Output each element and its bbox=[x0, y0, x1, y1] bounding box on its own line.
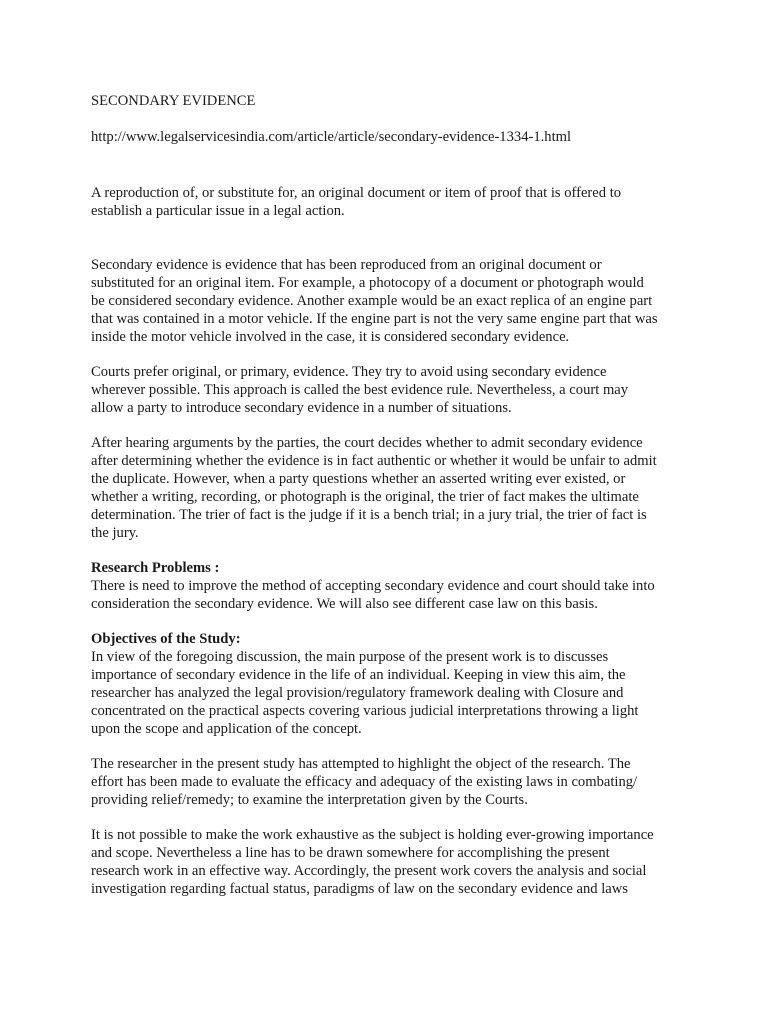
text-line: upon the scope and application of the concept. bbox=[91, 721, 362, 737]
text-line: inside the motor vehicle involved in the case, it is considered secondary evidence. bbox=[91, 329, 570, 345]
source-url[interactable]: http://www.legalservicesindia.com/article/article/secondary-evidence-1334-1.html bbox=[91, 129, 572, 145]
text-line: and scope. Nevertheless a line has to be drawn somewhere for accomplishing the present bbox=[91, 845, 610, 861]
text-line: Secondary evidence is evidence that has been reproduced from an original document or bbox=[91, 257, 602, 273]
paragraph-after-hearing bbox=[91, 434, 678, 542]
text-line: effort has been made to evaluate the efficacy and adequacy of the existing laws in combating/ bbox=[91, 774, 638, 790]
text-line: The researcher in the present study has attempted to highlight the object of the research. The bbox=[91, 756, 631, 772]
text-line: whether a writing, recording, or photograph is the original, the trier of fact makes the ultimate bbox=[91, 489, 639, 505]
text-line: after determining whether the evidence is in fact authentic or whether it would be unfair to admit bbox=[91, 453, 657, 469]
text-line: determination. The trier of fact is the judge if it is a bench trial; in a jury trial, the trier of fact is bbox=[91, 507, 647, 523]
text-line: wherever possible. This approach is called the best evidence rule. Nevertheless, a court may bbox=[91, 382, 629, 398]
document-title: SECONDARY EVIDENCE bbox=[91, 93, 256, 109]
paragraph-researcher bbox=[91, 755, 678, 809]
research-problems-heading: Research Problems : bbox=[91, 560, 220, 576]
text-line: the duplicate. However, when a party questions whether an asserted writing ever existed, or bbox=[91, 471, 626, 487]
text-line: It is not possible to make the work exhaustive as the subject is holding ever-growing importance bbox=[91, 827, 654, 843]
text-line: the jury. bbox=[91, 525, 139, 541]
definition-paragraph bbox=[91, 184, 678, 220]
text-line: providing relief/remedy; to examine the interpretation given by the Courts. bbox=[91, 792, 528, 808]
text-line: investigation regarding factual status, paradigms of law on the secondary evidence and laws bbox=[91, 881, 628, 897]
text-line: researcher has analyzed the legal provision/regulatory framework dealing with Closure and bbox=[91, 685, 624, 701]
paragraph-courts-prefer bbox=[91, 363, 678, 417]
text-line: There is need to improve the method of accepting secondary evidence and court should take into bbox=[91, 578, 655, 594]
text-line: importance of secondary evidence in the life of an individual. Keeping in view this aim, the bbox=[91, 667, 626, 683]
text-line: that was contained in a motor vehicle. If the engine part is not the very same engine part that was bbox=[91, 311, 658, 327]
text-line: concentrated on the practical aspects covering various judicial interpretations throwing a light bbox=[91, 703, 639, 719]
text-line: allow a party to introduce secondary evidence in a number of situations. bbox=[91, 400, 512, 416]
research-problems-section bbox=[91, 559, 678, 613]
text-line: After hearing arguments by the parties, the court decides whether to admit secondary evidence bbox=[91, 435, 643, 451]
text-line: Courts prefer original, or primary, evidence. They try to avoid using secondary evidence bbox=[91, 364, 607, 380]
objectives-heading: Objectives of the Study: bbox=[91, 631, 241, 647]
text-line: A reproduction of, or substitute for, an original document or item of proof that is offered to bbox=[91, 185, 622, 201]
objectives-section bbox=[91, 630, 678, 738]
text-line: substituted for an original item. For example, a photocopy of a document or photograph would bbox=[91, 275, 644, 291]
text-line: consideration the secondary evidence. We will also see different case law on this basis. bbox=[91, 596, 598, 612]
text-line: research work in an effective way. Accordingly, the present work covers the analysis and social bbox=[91, 863, 647, 879]
paragraph-secondary-evidence bbox=[91, 256, 678, 346]
paragraph-scope bbox=[91, 826, 678, 898]
text-line: establish a particular issue in a legal action. bbox=[91, 203, 345, 219]
text-line: In view of the foregoing discussion, the main purpose of the present work is to discusses bbox=[91, 649, 609, 665]
text-line: be considered secondary evidence. Another example would be an exact replica of an engine part bbox=[91, 293, 653, 309]
